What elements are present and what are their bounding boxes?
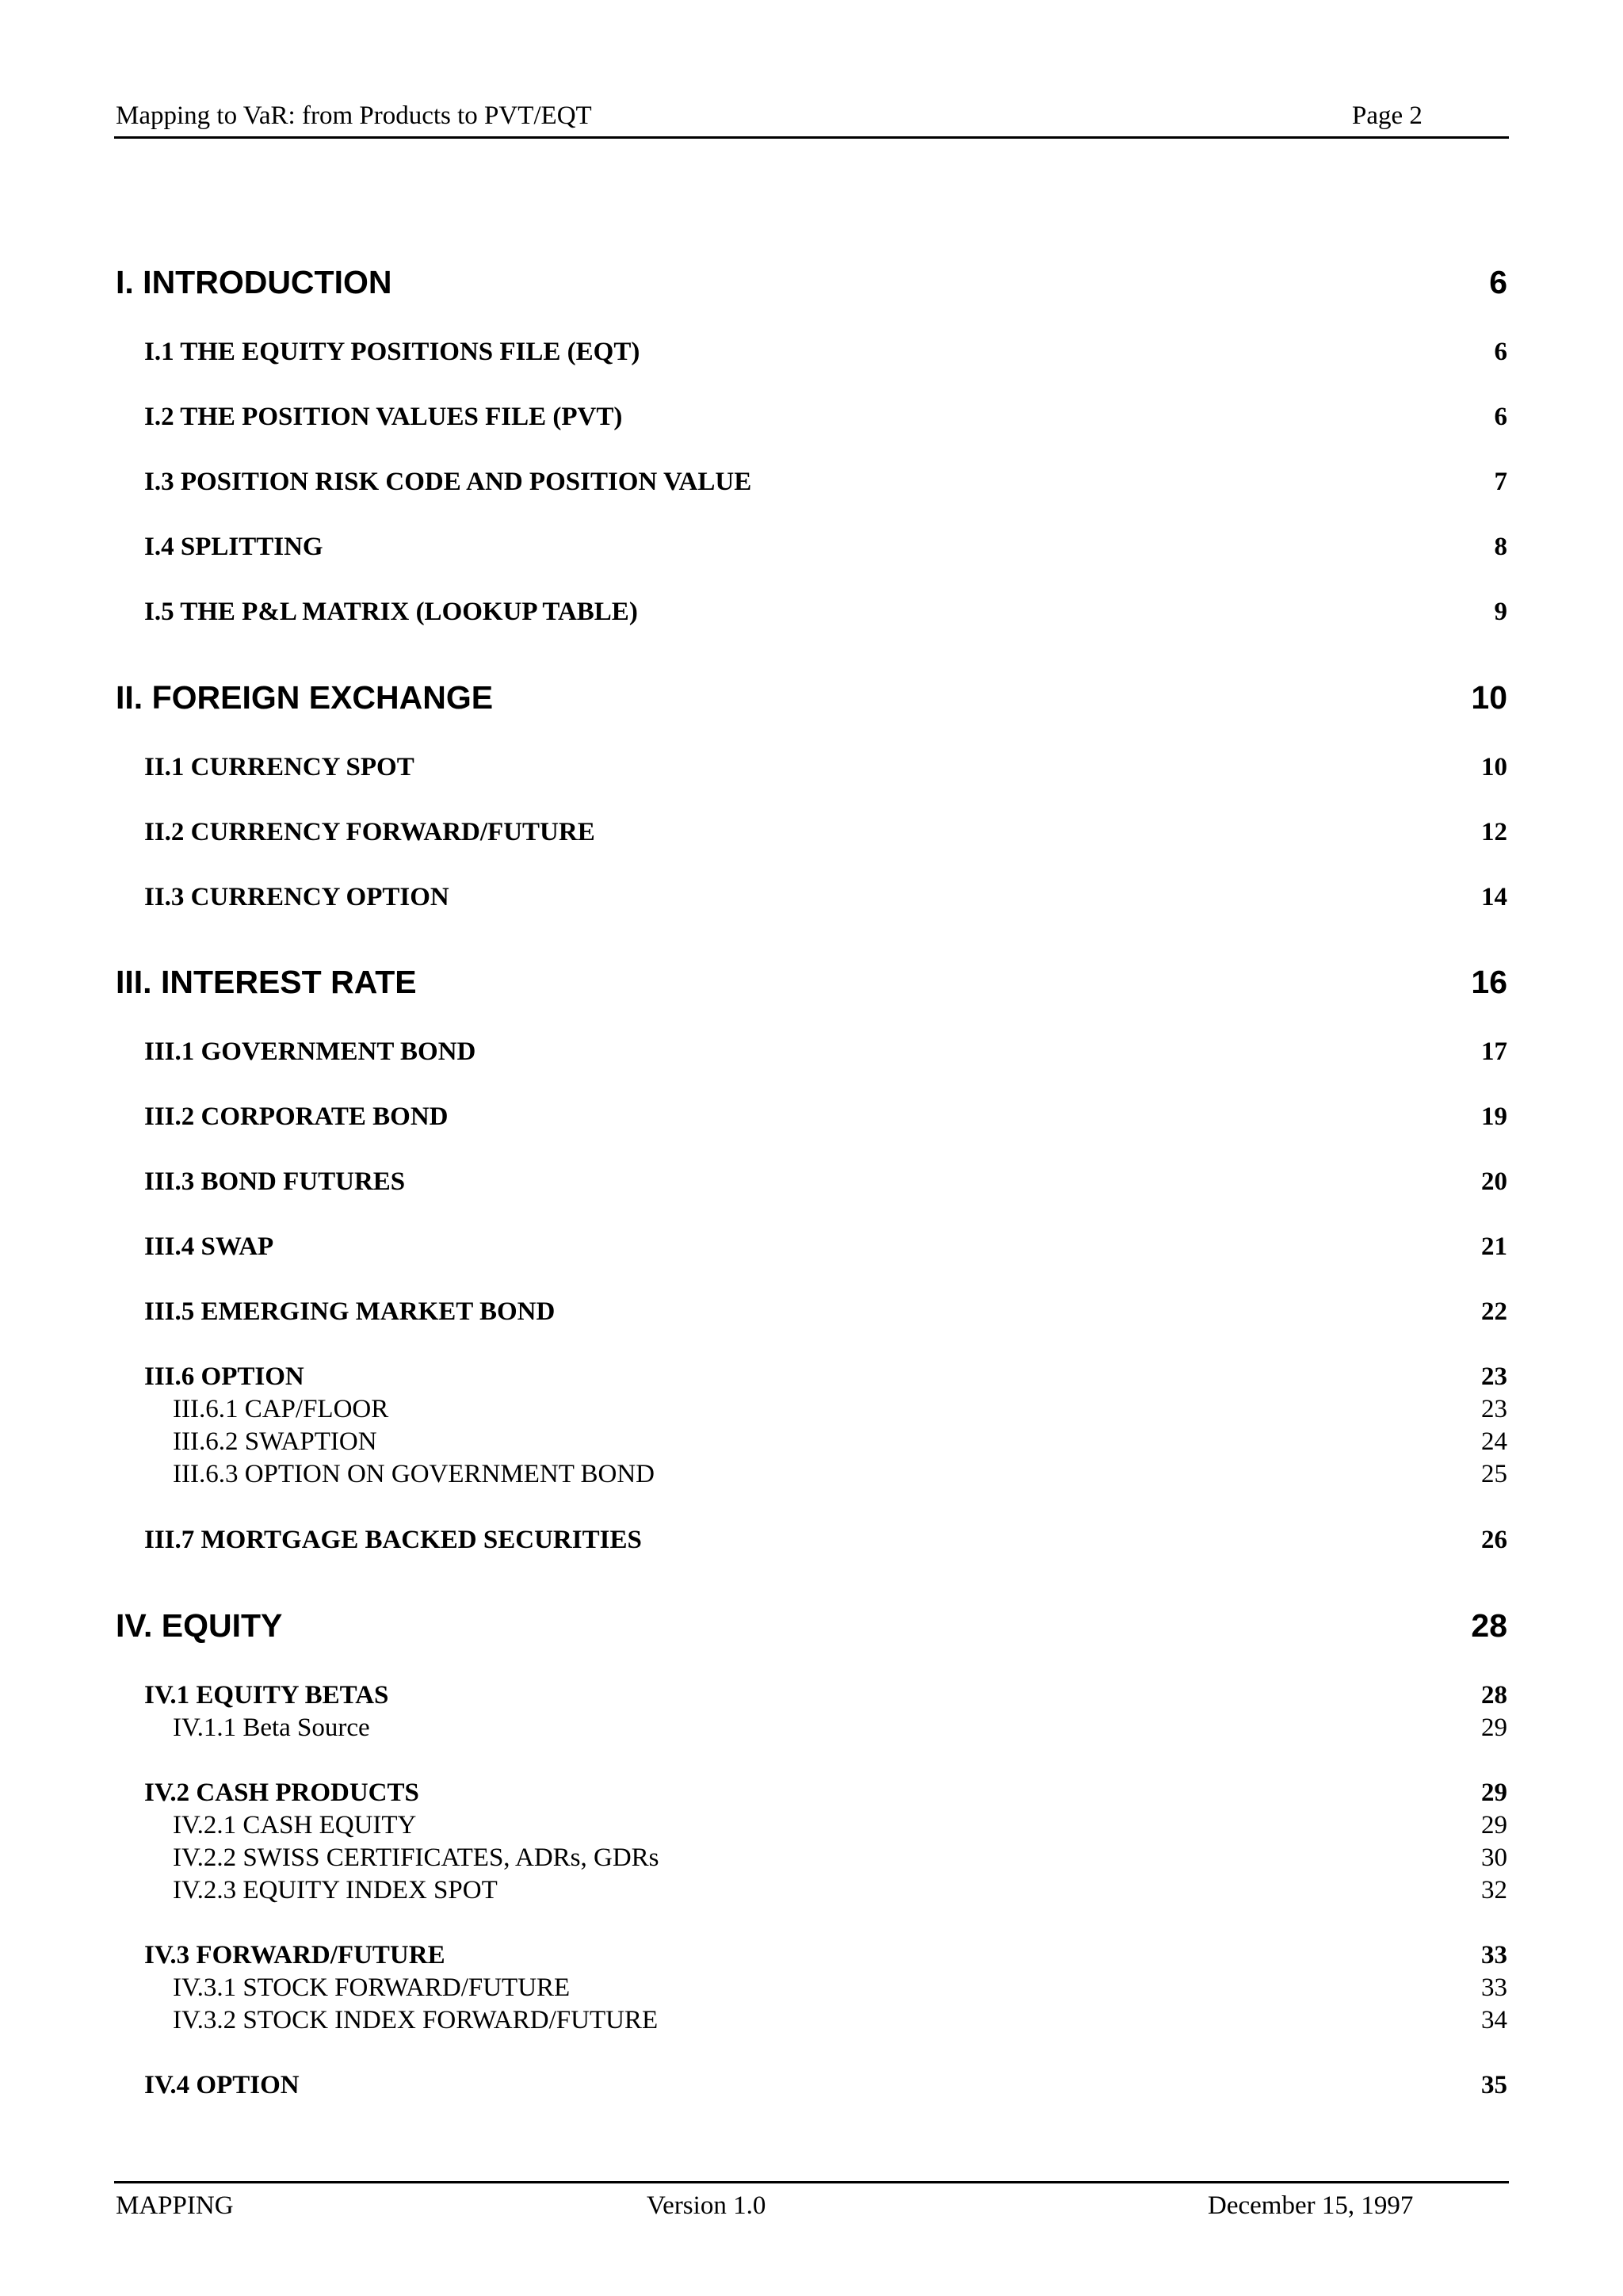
toc-entry-title: III.6.3 OPTION ON GOVERNMENT BOND: [173, 1460, 655, 1488]
toc-entry-title: IV.2.3 EQUITY INDEX SPOT: [173, 1876, 498, 1904]
toc-chapter[interactable]: [116, 961, 1507, 1003]
toc-entry-page: 35: [1481, 2071, 1507, 2099]
toc-entry-page: 25: [1481, 1460, 1507, 1488]
toc-chapter[interactable]: [116, 262, 1507, 303]
toc-section[interactable]: [116, 1035, 1507, 1068]
toc-subsection[interactable]: [116, 1426, 1507, 1457]
toc-entry-title: IV.1 EQUITY BETAS: [144, 1681, 389, 1710]
toc-entry-title: IV.1.1 Beta Source: [173, 1713, 370, 1742]
toc-entry-title: I. INTRODUCTION: [116, 264, 392, 300]
toc-section[interactable]: [116, 400, 1507, 434]
toc-entry-title: III.1 GOVERNMENT BOND: [144, 1037, 476, 1066]
toc-entry-title: II.3 CURRENCY OPTION: [144, 883, 449, 911]
toc-entry-title: IV.2.2 SWISS CERTIFICATES, ADRs, GDRs: [173, 1843, 659, 1872]
toc-entry-page: 28: [1481, 1681, 1507, 1710]
page-header: [114, 94, 1509, 139]
toc-entry-page: 33: [1481, 1941, 1507, 1969]
toc-entry-title: IV. EQUITY: [116, 1607, 283, 1644]
toc-entry-title: III.4 SWAP: [144, 1232, 274, 1261]
toc-chapter[interactable]: [116, 677, 1507, 718]
toc-entry-page: 6: [1489, 264, 1507, 300]
toc-entry-page: 16: [1471, 964, 1507, 1000]
toc-section[interactable]: [116, 530, 1507, 563]
toc-entry-page: 33: [1481, 1973, 1507, 2002]
toc-entry-title: IV.2.1 CASH EQUITY: [173, 1811, 417, 1839]
toc-entry-title: I.3 POSITION RISK CODE AND POSITION VALUE: [144, 468, 752, 496]
toc-entry-title: III.5 EMERGING MARKET BOND: [144, 1297, 556, 1326]
toc-entry-page: 26: [1481, 1526, 1507, 1554]
toc-subsection[interactable]: [116, 1972, 1507, 2004]
toc-entry-page: 19: [1481, 1102, 1507, 1131]
page-footer: [114, 2181, 1509, 2231]
toc-entry-title: I.2 THE POSITION VALUES FILE (PVT): [144, 403, 623, 431]
document-title: Mapping to VaR: from Products to PVT/EQT: [116, 101, 592, 130]
toc-section[interactable]: [116, 881, 1507, 914]
toc-entry-page: 23: [1481, 1395, 1507, 1423]
toc-section[interactable]: [116, 595, 1507, 628]
toc-section[interactable]: [116, 1523, 1507, 1557]
toc-subsection[interactable]: [116, 1809, 1507, 1841]
toc-entry-title: II.2 CURRENCY FORWARD/FUTURE: [144, 818, 595, 846]
toc-entry-page: 6: [1494, 403, 1507, 431]
toc-entry-title: III.6.2 SWAPTION: [173, 1427, 377, 1456]
toc-entry-title: IV.3 FORWARD/FUTURE: [144, 1941, 445, 1969]
toc-entry-title: I.1 THE EQUITY POSITIONS FILE (EQT): [144, 338, 640, 366]
toc-entry-page: 34: [1481, 2006, 1507, 2034]
toc-entry-page: 21: [1481, 1232, 1507, 1261]
toc-section[interactable]: [116, 1776, 1507, 1809]
toc-entry-page: 7: [1494, 468, 1507, 496]
toc-section[interactable]: [116, 1295, 1507, 1328]
toc-entry-page: 28: [1471, 1607, 1507, 1644]
toc-section[interactable]: [116, 1230, 1507, 1263]
toc-entry-page: 20: [1481, 1167, 1507, 1196]
toc-subsection[interactable]: [116, 1393, 1507, 1425]
toc-entry-title: III.6 OPTION: [144, 1362, 304, 1391]
toc-entry-page: 12: [1481, 818, 1507, 846]
toc-subsection[interactable]: [116, 1874, 1507, 1906]
toc-chapter[interactable]: [116, 1605, 1507, 1646]
toc-entry-title: III. INTEREST RATE: [116, 964, 417, 1000]
toc-section[interactable]: [116, 751, 1507, 784]
toc-entry-title: III.2 CORPORATE BOND: [144, 1102, 449, 1131]
toc-section[interactable]: [116, 1360, 1507, 1393]
footer-document-name: MAPPING: [116, 2191, 234, 2220]
toc-entry-page: 10: [1481, 753, 1507, 781]
toc-entry-title: II. FOREIGN EXCHANGE: [116, 679, 494, 716]
toc-entry-page: 9: [1494, 598, 1507, 626]
toc-section[interactable]: [116, 335, 1507, 369]
toc-entry-page: 30: [1481, 1843, 1507, 1872]
toc-entry-page: 17: [1481, 1037, 1507, 1066]
toc-subsection[interactable]: [116, 1712, 1507, 1744]
toc-section[interactable]: [116, 1939, 1507, 1972]
toc-section[interactable]: [116, 1165, 1507, 1198]
toc-subsection[interactable]: [116, 2004, 1507, 2036]
toc-entry-title: IV.3.1 STOCK FORWARD/FUTURE: [173, 1973, 571, 2002]
toc-section[interactable]: [116, 465, 1507, 499]
toc-entry-page: 29: [1481, 1778, 1507, 1807]
toc-entry-page: 29: [1481, 1811, 1507, 1839]
page-number: Page 2: [1352, 101, 1423, 130]
toc-entry-page: 22: [1481, 1297, 1507, 1326]
toc-entry-page: 23: [1481, 1362, 1507, 1391]
toc-entry-title: IV.2 CASH PRODUCTS: [144, 1778, 419, 1807]
toc-entry-title: III.7 MORTGAGE BACKED SECURITIES: [144, 1526, 642, 1554]
toc-entry-page: 10: [1471, 679, 1507, 716]
footer-date: December 15, 1997: [1208, 2191, 1414, 2220]
toc-entry-page: 24: [1481, 1427, 1507, 1456]
toc-entry-title: III.3 BOND FUTURES: [144, 1167, 406, 1196]
toc-section[interactable]: [116, 1679, 1507, 1712]
toc-section[interactable]: [116, 1100, 1507, 1133]
toc-entry-title: II.1 CURRENCY SPOT: [144, 753, 414, 781]
toc-entry-page: 32: [1481, 1876, 1507, 1904]
toc-subsection[interactable]: [116, 1458, 1507, 1490]
toc-section[interactable]: [116, 2069, 1507, 2102]
toc-entry-title: I.5 THE P&L MATRIX (LOOKUP TABLE): [144, 598, 638, 626]
toc-entry-title: I.4 SPLITTING: [144, 533, 323, 561]
toc-entry-title: IV.4 OPTION: [144, 2071, 300, 2099]
toc-subsection[interactable]: [116, 1842, 1507, 1874]
toc-entry-page: 8: [1494, 533, 1507, 561]
toc-entry-page: 14: [1481, 883, 1507, 911]
toc-entry-page: 6: [1494, 338, 1507, 366]
toc-entry-page: 29: [1481, 1713, 1507, 1742]
toc-entry-title: III.6.1 CAP/FLOOR: [173, 1395, 389, 1423]
toc-section[interactable]: [116, 816, 1507, 849]
footer-version: Version 1.0: [647, 2191, 766, 2220]
toc-entry-title: IV.3.2 STOCK INDEX FORWARD/FUTURE: [173, 2006, 659, 2034]
